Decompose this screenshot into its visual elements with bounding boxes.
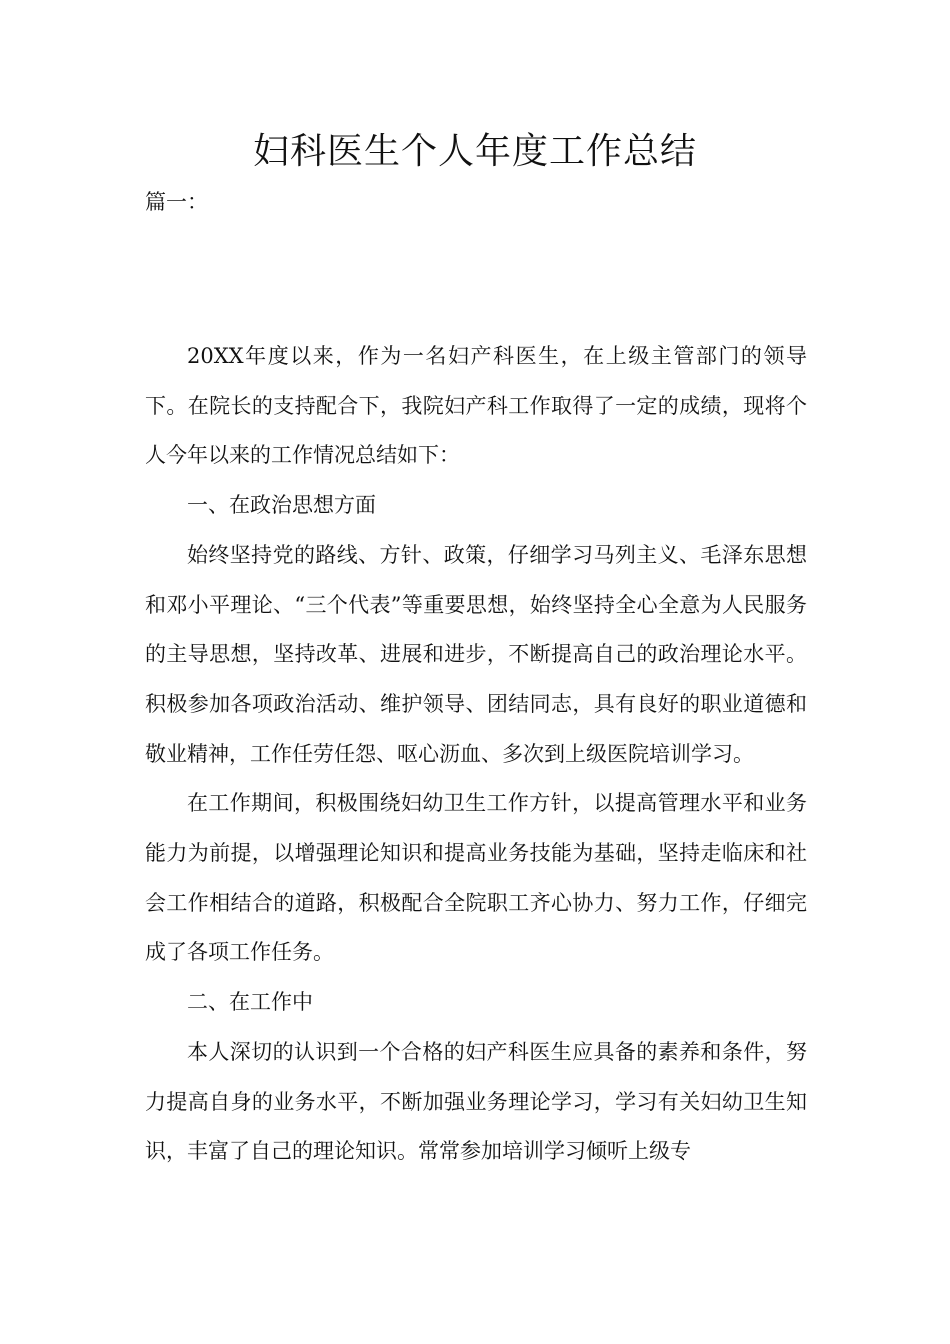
heading-political: 一、在政治思想方面 [187,493,376,518]
document-title: 妇科医生个人年度工作总结 [252,131,697,172]
paragraph-political: 始终坚持党的路线、方针、政策，仔细学习马列主义、毛泽东思想和邓小平理论、“三个代表”等重要思想，始终坚持全心全意为人民服务的主导思想，坚持改革、进展和进步，不断提高自己的政治理论水平。积极参加各项政治活动、维护领导、团结同志，具有良好的职业道德和敬业精神，工作任劳任怨、呕心沥血、多次到上级医院培训学习。 [145,542,807,766]
paragraph-intro: 20XX年度以来，作为一名妇产科医生，在上级主管部门的领导下。在院长的支持配合下，我院妇产科工作取得了一定的成绩，现将个人今年以来的工作情况总结如下： [145,344,807,468]
paragraph-work: 本人深切的认识到一个合格的妇产科医生应具备的素养和条件，努力提高自身的业务水平，不断加强业务理论学习，学习有关妇幼卫生知识，丰富了自己的理论知识。常常参加培训学习倾听上级专 [145,1039,807,1164]
document-body [145,332,807,1177]
section-subheading: 篇一： [145,190,208,214]
heading-work: 二、在工作中 [187,990,313,1015]
paragraph-work-period: 在工作期间，积极围绕妇幼卫生工作方针，以提高管理水平和业务能力为前提，以增强理论知识和提高业务技能为基础，坚持走临床和社会工作相结合的道路，积极配合全院职工齐心协力、努力工作，仔细完成了各项工作任务。 [145,791,807,965]
